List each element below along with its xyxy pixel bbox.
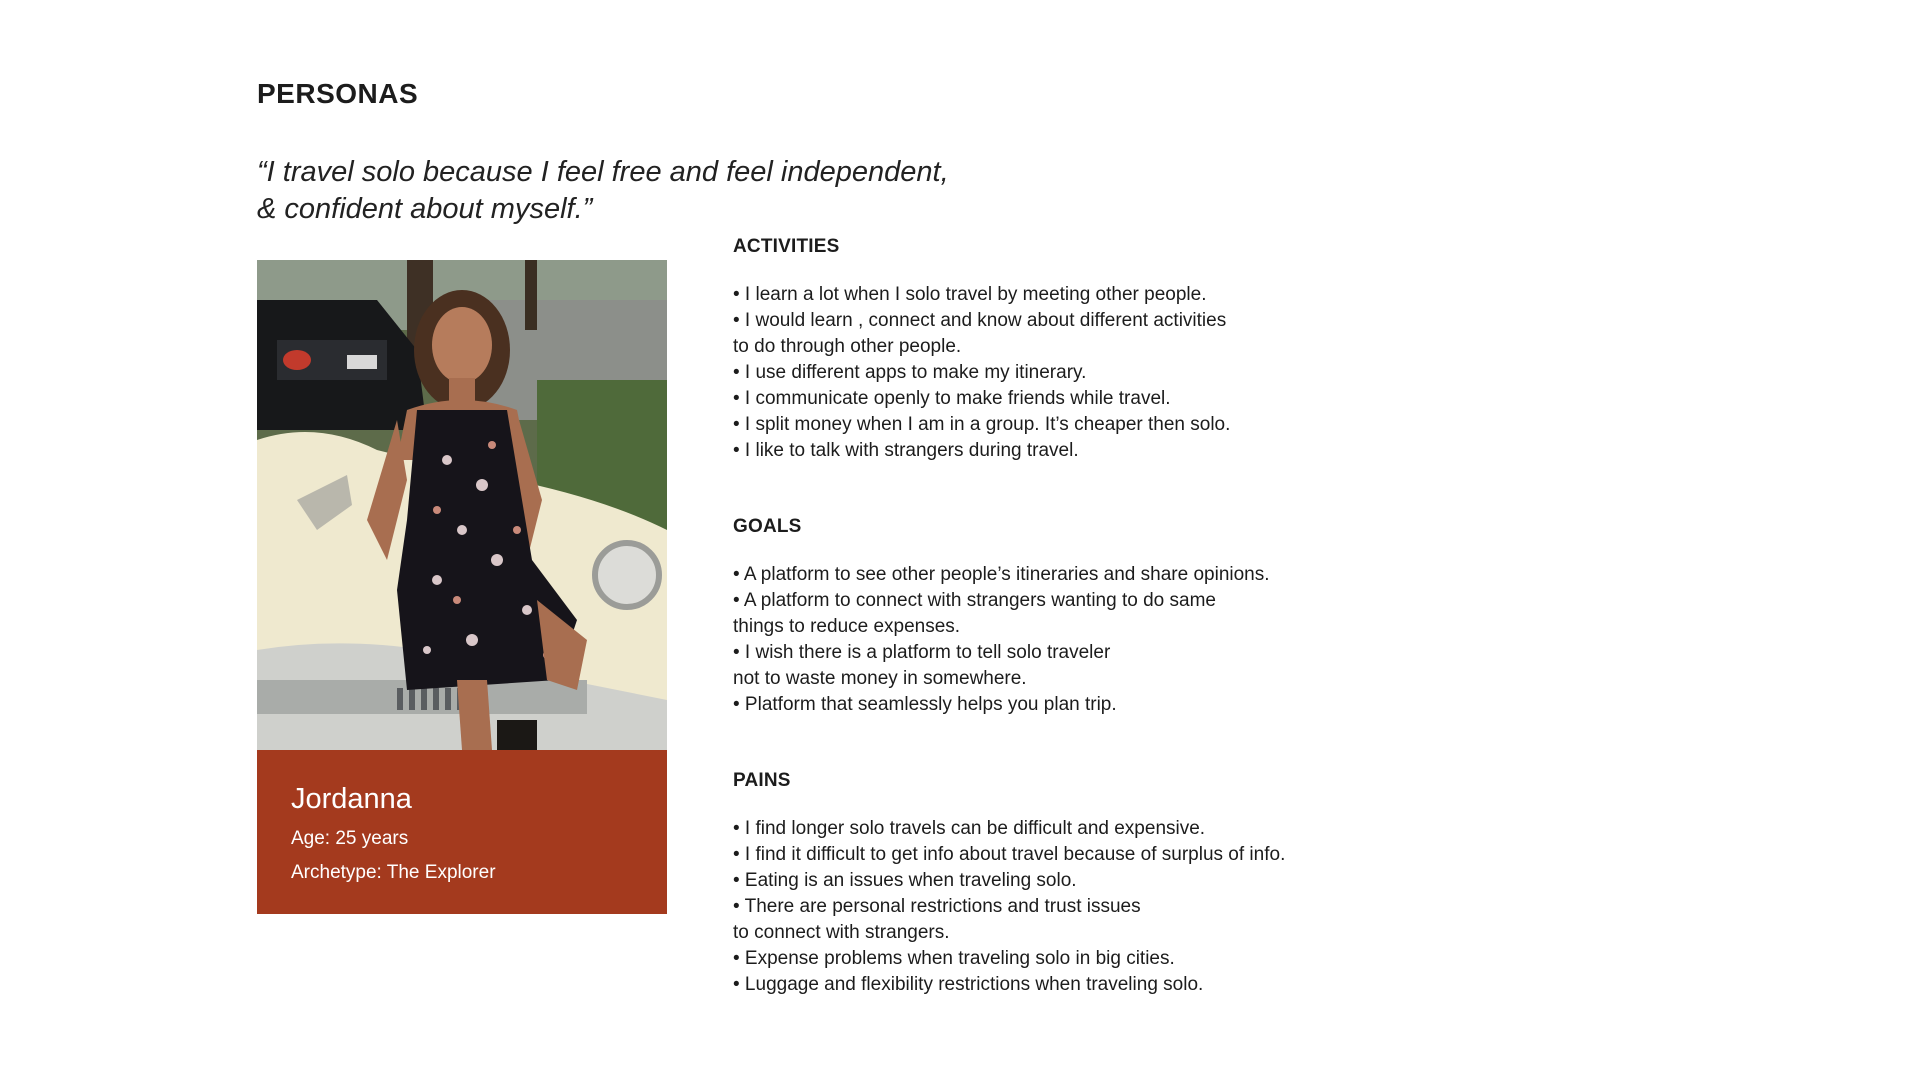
list-item: • Luggage and flexibility restrictions when traveling solo.: [733, 974, 1204, 995]
persona-quote: [257, 154, 1017, 228]
list-item: • Expense problems when traveling solo in big cities.: [733, 948, 1175, 969]
list-item: • I find it difficult to get info about travel because of surplus of info.: [733, 844, 1286, 865]
list-item: • I find longer solo travels can be difficult and expensive.: [733, 818, 1206, 839]
activities-list: [733, 282, 1453, 464]
list-item: • Eating is an issues when traveling solo.: [733, 870, 1077, 891]
list-item: • I split money when I am in a group. It’s cheaper then solo.: [733, 414, 1231, 435]
goals-list: [733, 562, 1453, 718]
persona-age: Age: 25 years: [291, 828, 409, 849]
list-item: • A platform to connect with strangers wanting to do same things to reduce expenses.: [733, 590, 1216, 637]
quote-line-2: & confident about myself.”: [257, 193, 593, 225]
goals-section: [733, 514, 1453, 718]
list-item: • I like to talk with strangers during travel.: [733, 440, 1079, 461]
list-item: • There are personal restrictions and trust issues to connect with strangers.: [733, 896, 1141, 943]
activities-heading: ACTIVITIES: [733, 236, 840, 257]
persona-name: Jordanna: [291, 783, 412, 815]
quote-line-1: “I travel solo because I feel free and feel independent,: [257, 156, 949, 188]
page-title: PERSONAS: [257, 78, 419, 109]
list-item: • I would learn , connect and know about different activities to do through other people.: [733, 310, 1227, 357]
pains-list: [733, 816, 1453, 998]
list-item: • I wish there is a platform to tell solo traveler not to waste money in somewhere.: [733, 642, 1111, 689]
list-item: • I learn a lot when I solo travel by meeting other people.: [733, 284, 1207, 305]
persona-archetype: Archetype: The Explorer: [291, 862, 496, 883]
activities-section: [733, 234, 1453, 464]
list-item: • Platform that seamlessly helps you plan trip.: [733, 694, 1117, 715]
persona-photo: [257, 260, 667, 750]
list-item: • A platform to see other people’s itineraries and share opinions.: [733, 564, 1270, 585]
persona-card: [257, 750, 667, 914]
persona-sections: [733, 234, 1453, 1048]
pains-heading: PAINS: [733, 770, 791, 791]
pains-section: [733, 768, 1453, 998]
list-item: • I use different apps to make my itinerary.: [733, 362, 1087, 383]
goals-heading: GOALS: [733, 516, 802, 537]
list-item: • I communicate openly to make friends while travel.: [733, 388, 1171, 409]
